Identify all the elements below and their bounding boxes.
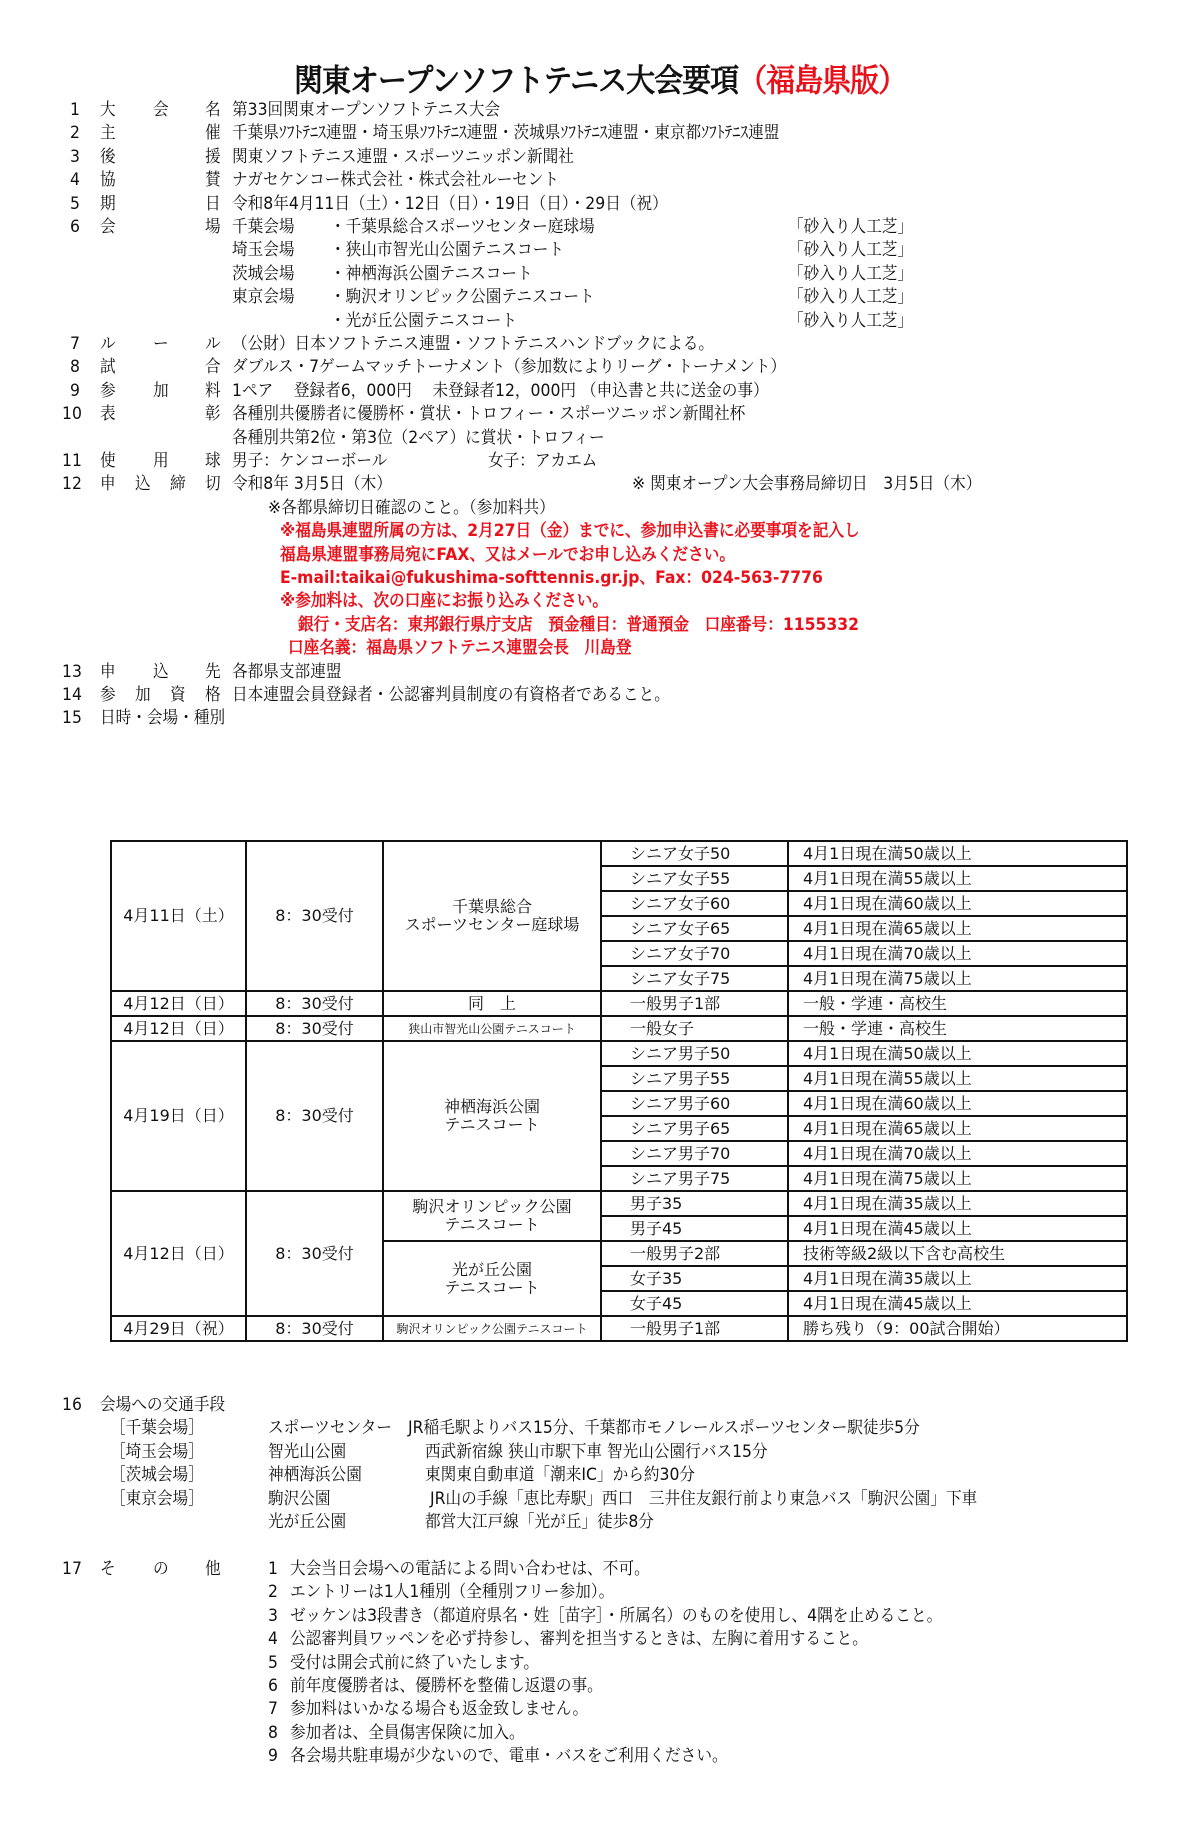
- item-value: 第33回関東オープンソフトテニス大会: [232, 100, 501, 120]
- schedule-event: シニア男子70: [601, 1141, 788, 1166]
- schedule-event: 一般男子1部: [601, 1316, 788, 1341]
- other-number: 7: [268, 1699, 278, 1720]
- item-value: 各種別共優勝者に優勝杯・賞状・トロフィー・スポーツニッポン新聞社杯: [232, 404, 746, 425]
- fukushima-note: ※参加料は、次の口座にお振り込みください。: [280, 591, 609, 612]
- venue-area: 埼玉会場: [232, 240, 295, 261]
- item-label-char: 資: [170, 685, 186, 705]
- deadline-kanto: ※ 関東オープン大会事務局締切日 3月5日（木）: [632, 474, 982, 495]
- schedule-eligibility: 4月1日現在満75歳以上: [788, 1166, 1127, 1191]
- schedule-eligibility: 4月1日現在満65歳以上: [788, 916, 1127, 941]
- item-value: （公財）日本ソフトテニス連盟・ソフトテニスハンドブックによる。: [232, 334, 715, 354]
- schedule-eligibility: 4月1日現在満45歳以上: [788, 1291, 1127, 1316]
- item-number: 9: [70, 380, 80, 401]
- venue-name: ・千葉県総合スポーツセンター庭球場: [330, 217, 595, 237]
- item-label-char: 会: [152, 100, 169, 120]
- schedule-venue: 光が丘公園 テニスコート: [383, 1241, 601, 1316]
- schedule-event: シニア男子65: [601, 1116, 788, 1141]
- item-label-char: 先: [205, 661, 221, 682]
- schedule-event: 男子45: [601, 1216, 788, 1241]
- item-value: ダブルス・7ゲームマッチトーナメント（参加数によりリーグ・トーナメント）: [232, 357, 787, 378]
- schedule-eligibility: 一般・学連・高校生: [788, 991, 1127, 1016]
- item-label-char: 他: [205, 1559, 221, 1579]
- venue-area: 東京会場: [232, 287, 295, 308]
- item-label: 会場への交通手段: [100, 1395, 226, 1415]
- other-text: 公認審判員ワッペンを必ず持参し、審判を担当するときは、左胸に着用すること。: [290, 1629, 868, 1650]
- other-number: 3: [268, 1605, 278, 1626]
- schedule-eligibility: 4月1日現在満55歳以上: [788, 1066, 1127, 1091]
- item-label-char: 料: [205, 380, 221, 401]
- schedule-event: シニア男子50: [601, 1041, 788, 1066]
- access-route: 都営大江戸線「光が丘」徒歩8分: [425, 1512, 654, 1532]
- access-area: ［埼玉会場］: [110, 1441, 204, 1462]
- schedule-eligibility: 4月1日現在満45歳以上: [788, 1216, 1127, 1241]
- item-value: 1ペア 登録者6，000円 未登録者12，000円 （申込書と共に送金の事）: [232, 380, 769, 401]
- item-label-char: 試: [100, 357, 116, 378]
- schedule-event: シニア女子60: [601, 891, 788, 916]
- item-value: 日本連盟会員登録者・公認審判員制度の有資格者であること。: [232, 685, 670, 705]
- item-number: 4: [70, 170, 80, 191]
- schedule-eligibility: 4月1日現在満75歳以上: [788, 966, 1127, 991]
- venue-surface: 「砂入り人工芝」: [788, 310, 914, 331]
- item-label-char: 日: [205, 193, 221, 214]
- item-label-char: 加: [135, 685, 151, 705]
- item-number: 6: [70, 217, 80, 237]
- item-label-char: そ: [100, 1559, 116, 1579]
- schedule-eligibility: 4月1日現在満60歳以上: [788, 1091, 1127, 1116]
- venue-area: 茨城会場: [232, 263, 295, 284]
- schedule-time: 8：30受付: [246, 1316, 383, 1341]
- schedule-row: [111, 991, 1127, 1016]
- schedule-eligibility: 4月1日現在満60歳以上: [788, 891, 1127, 916]
- access-place: スポーツセンター: [268, 1418, 392, 1439]
- other-text: 大会当日会場への電話による問い合わせは、不可。: [290, 1559, 650, 1579]
- item-number: 12: [62, 474, 82, 495]
- schedule-eligibility: 4月1日現在満65歳以上: [788, 1116, 1127, 1141]
- schedule-row: [111, 841, 1127, 866]
- item-label-char: 協: [100, 170, 116, 191]
- schedule-event: シニア女子50: [601, 841, 788, 866]
- schedule-date: 4月12日（日）: [111, 991, 246, 1016]
- schedule-venue: 神栖海浜公園 テニスコート: [383, 1041, 601, 1191]
- item-label-char: 期: [100, 193, 116, 214]
- item-label-char: 彰: [205, 404, 221, 425]
- item-label-char: 参: [100, 685, 116, 705]
- ball-men: 男子：ケンコーボール: [232, 451, 388, 471]
- schedule-row: [111, 1191, 1127, 1216]
- item-label-char: 表: [100, 404, 116, 425]
- item-value: 各都県支部連盟: [232, 661, 342, 682]
- schedule-eligibility: 一般・学連・高校生: [788, 1016, 1127, 1041]
- access-place: 神栖海浜公園: [268, 1465, 362, 1486]
- other-number: 4: [268, 1629, 278, 1650]
- item-number: 5: [70, 193, 80, 214]
- schedule-event: シニア男子75: [601, 1166, 788, 1191]
- access-route: 西武新宿線 狭山市駅下車 智光山公園行バス15分: [425, 1441, 768, 1462]
- schedule-eligibility: 技術等級2級以下含む高校生: [788, 1241, 1127, 1266]
- access-area: ［千葉会場］: [110, 1418, 204, 1439]
- fukushima-note: 銀行・支店名：東邦銀行県庁支店 預金種目：普通預金 口座番号：1155332: [298, 614, 860, 635]
- item-label-char: 申: [100, 661, 116, 682]
- schedule-eligibility: 4月1日現在満35歳以上: [788, 1191, 1127, 1216]
- schedule-date: 4月29日（祝）: [111, 1316, 246, 1341]
- schedule-date: 4月12日（日）: [111, 1016, 246, 1041]
- venue-area: 千葉会場: [232, 217, 295, 237]
- item-number: 15: [62, 708, 82, 729]
- item-label-char: 使: [100, 451, 116, 471]
- other-number: 8: [268, 1722, 278, 1743]
- item-number: 11: [62, 451, 82, 471]
- item-label-char: 込: [152, 661, 169, 682]
- item-label-char: 格: [205, 685, 221, 705]
- item-number: 1: [70, 100, 80, 120]
- fukushima-note: 福島県連盟事務局宛にFAX、又はメールでお申し込みください。: [280, 544, 736, 565]
- venue-surface: 「砂入り人工芝」: [788, 217, 914, 237]
- item-label-char: の: [152, 1559, 169, 1579]
- venue-name: ・神栖海浜公園テニスコート: [330, 263, 533, 284]
- item-label-char: 賛: [205, 170, 221, 191]
- venue-name: ・光が丘公園テニスコート: [330, 310, 518, 331]
- other-text: エントリーは1人1種別（全種別フリー参加）。: [290, 1582, 615, 1603]
- access-place: 駒沢公園: [268, 1488, 331, 1509]
- venue-name: ・駒沢オリンピック公園テニスコート: [330, 287, 595, 308]
- fukushima-note: 口座名義：福島県ソフトテニス連盟会長 川島登: [288, 638, 632, 659]
- other-text: 参加料はいかなる場合も返金致しません。: [290, 1699, 589, 1720]
- access-area: ［茨城会場］: [110, 1465, 204, 1486]
- access-route: JR稲毛駅よりバス15分、千葉都市モノレールスポーツセンター駅徒歩5分: [408, 1418, 920, 1439]
- schedule-eligibility: 4月1日現在満35歳以上: [788, 1266, 1127, 1291]
- schedule-venue: 駒沢オリンピック公園 テニスコート: [383, 1191, 601, 1241]
- title-main: 関東オープンソフトテニス大会要項: [293, 61, 739, 99]
- ball-women: 女子：アカエム: [488, 451, 598, 471]
- item-label-char: 加: [152, 380, 169, 401]
- item-value: 令和8年4月11日（土）・12日（日）・19日（日）・29日（祝）: [232, 193, 668, 214]
- fukushima-note: ※福島県連盟所属の方は、2月27日（金）までに、参加申込書に必要事項を記入し: [280, 521, 860, 542]
- schedule-time: 8：30受付: [246, 1041, 383, 1191]
- item-label-char: 名: [205, 100, 221, 120]
- item-label-char: ー: [152, 334, 169, 354]
- item-number: 3: [70, 146, 80, 167]
- item-value: 千葉県ｿﾌﾄﾃﾆｽ連盟・埼玉県ｿﾌﾄﾃﾆｽ連盟・茨城県ｿﾌﾄﾃﾆｽ連盟・東京都ｿﾌﾄﾃﾆｽ連盟: [232, 123, 780, 144]
- item-label-char: ル: [205, 334, 221, 354]
- schedule-time: 8：30受付: [246, 1016, 383, 1041]
- item-label-char: 参: [100, 380, 116, 401]
- other-text: 前年度優勝者は、優勝杯を整備し返還の事。: [290, 1676, 603, 1696]
- item-number: 14: [62, 685, 82, 705]
- item-label-char: ル: [100, 334, 116, 354]
- other-number: 6: [268, 1676, 278, 1696]
- item-label-char: 締: [170, 474, 186, 495]
- deadline-note: ※各都県締切日確認のこと。（参加料共）: [268, 497, 555, 518]
- page-title: [0, 56, 1200, 100]
- schedule-event: シニア男子55: [601, 1066, 788, 1091]
- schedule-eligibility: 4月1日現在満70歳以上: [788, 1141, 1127, 1166]
- item-number: 13: [62, 661, 82, 682]
- schedule-time: 8：30受付: [246, 1191, 383, 1316]
- schedule-date: 4月12日（日）: [111, 1191, 246, 1316]
- venue-name: ・狭山市智光山公園テニスコート: [330, 240, 564, 261]
- schedule-venue: 狭山市智光山公園テニスコート: [383, 1016, 601, 1041]
- schedule-eligibility: 勝ち残り（9：00試合開始）: [788, 1316, 1127, 1341]
- schedule-eligibility: 4月1日現在満55歳以上: [788, 866, 1127, 891]
- other-text: 参加者は、全員傷害保険に加入。: [290, 1722, 525, 1743]
- fukushima-note: E-mail:taikai@fukushima-softtennis.gr.jp、Fax：024-563-7776: [280, 568, 823, 588]
- item-label-char: 切: [205, 474, 221, 495]
- item-label-char: 会: [100, 217, 116, 237]
- schedule-event: 女子45: [601, 1291, 788, 1316]
- schedule-date: 4月19日（日）: [111, 1041, 246, 1191]
- schedule-table: [110, 840, 1128, 1342]
- item-label: 日時・会場・種別: [100, 708, 226, 729]
- item-label-char: 援: [205, 146, 221, 167]
- item-value: ナガセケンコー株式会社・株式会社ルーセント: [232, 170, 560, 191]
- schedule-date: 4月11日（土）: [111, 841, 246, 991]
- item-label-char: 後: [100, 146, 116, 167]
- item-value: 各種別共第2位・第3位（2ペア）に賞状・トロフィー: [232, 427, 605, 448]
- item-label-char: 申: [100, 474, 116, 495]
- item-label-char: 込: [135, 474, 151, 495]
- schedule-event: 一般男子2部: [601, 1241, 788, 1266]
- item-number: 2: [70, 123, 80, 144]
- access-route: 東関東自動車道「潮来IC」から約30分: [425, 1465, 696, 1486]
- schedule-row: [111, 1016, 1127, 1041]
- schedule-event: シニア女子65: [601, 916, 788, 941]
- schedule-event: シニア男子60: [601, 1091, 788, 1116]
- item-number: 16: [62, 1395, 82, 1415]
- schedule-eligibility: 4月1日現在満70歳以上: [788, 941, 1127, 966]
- schedule-event: 女子35: [601, 1266, 788, 1291]
- title-suffix: （福島県版）: [738, 61, 907, 99]
- item-label-char: 催: [205, 123, 221, 144]
- schedule-event: 一般女子: [601, 1016, 788, 1041]
- item-number: 7: [70, 334, 80, 354]
- schedule-eligibility: 4月1日現在満50歳以上: [788, 1041, 1127, 1066]
- venue-surface: 「砂入り人工芝」: [788, 240, 914, 261]
- item-label-char: 合: [205, 357, 221, 378]
- venue-surface: 「砂入り人工芝」: [788, 287, 914, 308]
- item-label-char: 球: [205, 451, 221, 471]
- schedule-event: 一般男子1部: [601, 991, 788, 1016]
- venue-surface: 「砂入り人工芝」: [788, 263, 914, 284]
- other-number: 2: [268, 1582, 278, 1603]
- access-route: JR山の手線「恵比寿駅」西口 三井住友銀行前より東急バス「駒沢公園」下車: [430, 1488, 978, 1509]
- item-value: 関東ソフトテニス連盟・スポーツニッポン新聞社: [232, 146, 574, 167]
- schedule-time: 8：30受付: [246, 841, 383, 991]
- other-number: 1: [268, 1559, 278, 1579]
- schedule-venue: 駒沢オリンピック公園テニスコート: [383, 1316, 601, 1341]
- item-label-char: 用: [152, 451, 169, 471]
- schedule-venue: 千葉県総合 スポーツセンター庭球場: [383, 841, 601, 991]
- access-place: 智光山公園: [268, 1441, 347, 1462]
- access-area: ［東京会場］: [110, 1488, 204, 1509]
- item-number: 17: [62, 1559, 82, 1579]
- other-text: 受付は開会式前に終了いたします。: [290, 1652, 539, 1673]
- other-number: 5: [268, 1652, 278, 1673]
- schedule-event: 男子35: [601, 1191, 788, 1216]
- schedule-venue: 同 上: [383, 991, 601, 1016]
- other-text: 各会場共駐車場が少ないので、電車・バスをご利用ください。: [290, 1746, 728, 1767]
- schedule-event: シニア女子70: [601, 941, 788, 966]
- schedule-event: シニア女子55: [601, 866, 788, 891]
- schedule-row: [111, 1316, 1127, 1341]
- other-text: ゼッケンは3段書き（都道府県名・姓［苗字］・所属名）のものを使用し、4隅を止めること。: [290, 1605, 943, 1626]
- item-label-char: 場: [205, 217, 221, 237]
- schedule-event: シニア女子75: [601, 966, 788, 991]
- deadline-value: 令和8年 3月5日（木）: [232, 474, 392, 495]
- item-number: 10: [62, 404, 82, 425]
- item-label-char: 主: [100, 123, 116, 144]
- schedule-row: [111, 1041, 1127, 1066]
- schedule-eligibility: 4月1日現在満50歳以上: [788, 841, 1127, 866]
- schedule-time: 8：30受付: [246, 991, 383, 1016]
- access-place: 光が丘公園: [268, 1512, 347, 1532]
- other-number: 9: [268, 1746, 278, 1767]
- item-label-char: 大: [100, 100, 116, 120]
- item-number: 8: [70, 357, 80, 378]
